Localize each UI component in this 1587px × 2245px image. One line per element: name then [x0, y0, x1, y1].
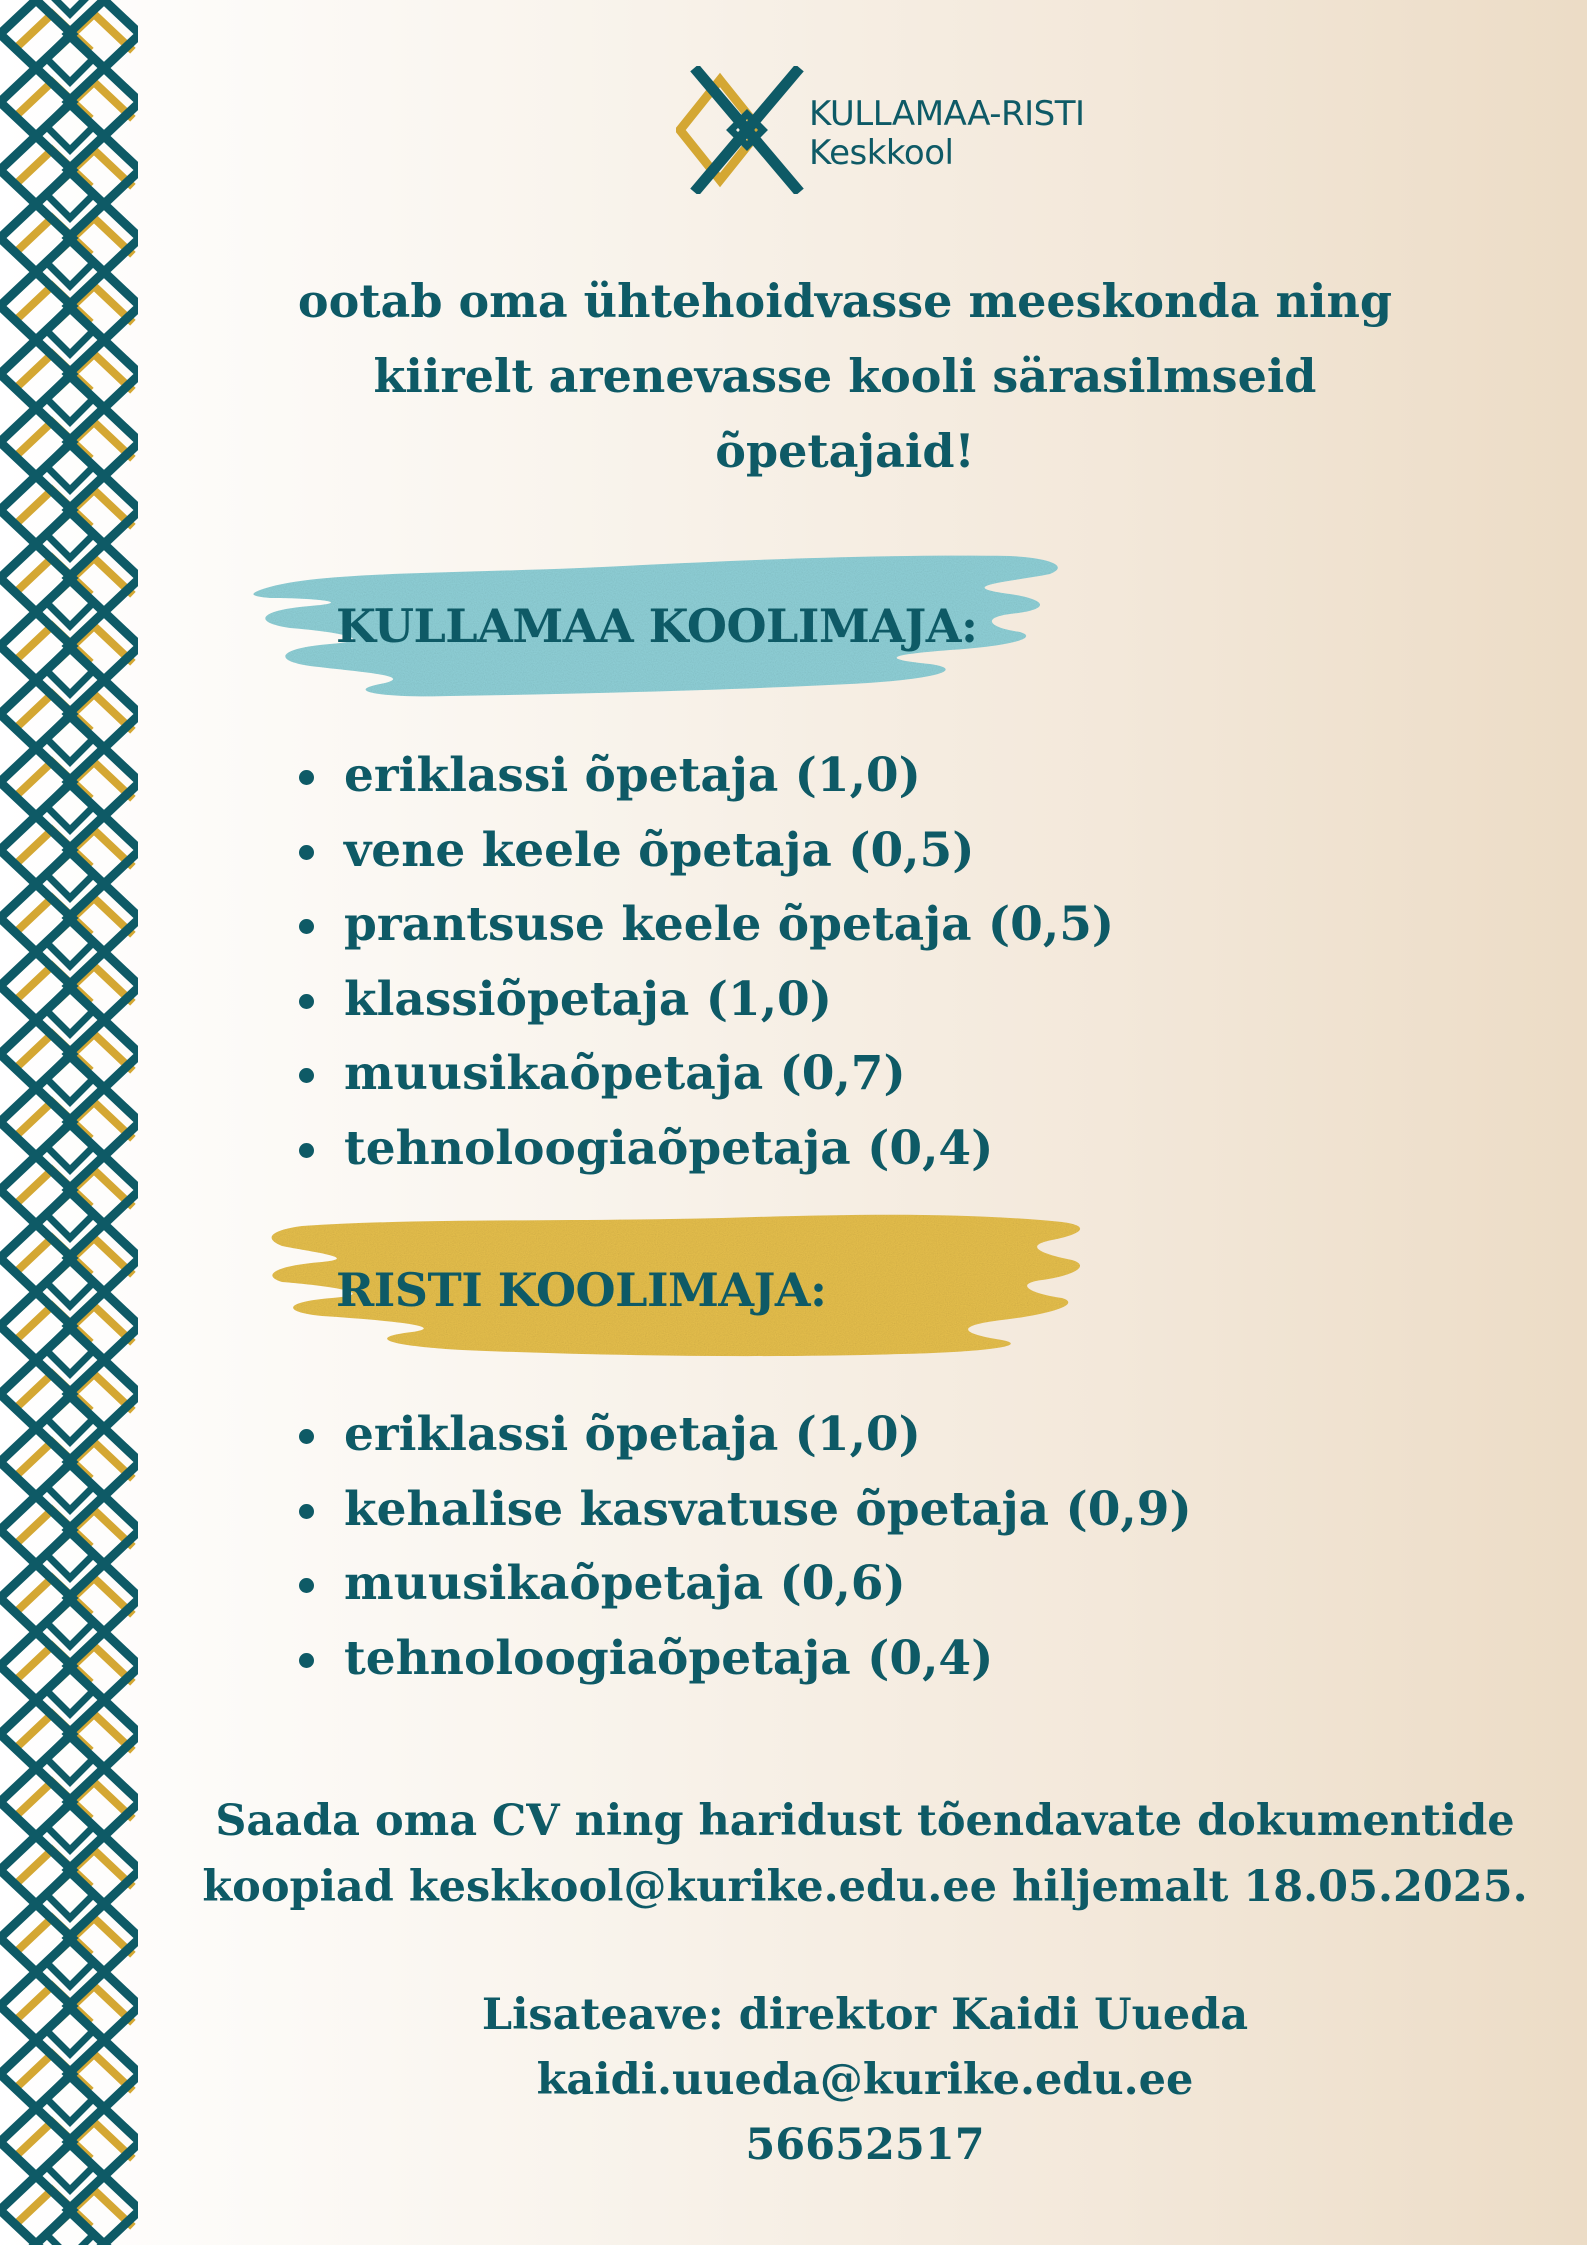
contact-email: kaidi.uueda@kurike.edu.ee: [536, 2055, 1194, 2105]
list-item: muusikaõpetaja (0,6): [290, 1547, 1192, 1622]
intro-heading: [220, 264, 1470, 489]
list-item: vene keele õpetaja (0,5): [290, 814, 1114, 889]
logo-school-name: KULLAMAA-RISTI: [809, 94, 1085, 134]
logo-wordmark: [809, 94, 1085, 172]
decorative-border-pattern: [0, 0, 138, 2245]
list-item: klassiõpetaja (1,0): [290, 963, 1114, 1038]
list-item: eriklassi õpetaja (1,0): [290, 739, 1114, 814]
logo-school-type: Keskkool: [809, 133, 954, 173]
application-line: Saada oma CV ning haridust tõendavate dokumentide: [215, 1796, 1515, 1846]
intro-line: ootab oma ühtehoidvasse meeskonda ning: [297, 274, 1393, 328]
intro-line: õpetajaid!: [715, 424, 975, 478]
contact-phone: 56652517: [745, 2120, 985, 2170]
section-title-risti: RISTI KOOLIMAJA:: [336, 1263, 827, 1317]
list-item: kehalise kasvatuse õpetaja (0,9): [290, 1473, 1192, 1548]
list-item: tehnoloogiaõpetaja (0,4): [290, 1622, 1192, 1697]
list-item: eriklassi õpetaja (1,0): [290, 1398, 1192, 1473]
list-item: muusikaõpetaja (0,7): [290, 1037, 1114, 1112]
school-logo-icon: [676, 66, 806, 194]
application-line: koopiad keskkool@kurike.edu.ee hiljemalt 18.05.2025.: [202, 1862, 1528, 1912]
contact-info: [200, 1983, 1530, 2178]
kullamaa-role-list: [290, 739, 1114, 1186]
application-instructions: [200, 1788, 1530, 1920]
section-title-kullamaa: KULLAMAA KOOLIMAJA:: [336, 599, 978, 653]
list-item: prantsuse keele õpetaja (0,5): [290, 888, 1114, 963]
list-item: tehnoloogiaõpetaja (0,4): [290, 1112, 1114, 1187]
intro-line: kiirelt arenevasse kooli särasilmseid: [373, 349, 1317, 403]
school-logo: [676, 66, 1126, 194]
contact-person: Lisateave: direktor Kaidi Uueda: [481, 1990, 1249, 2040]
risti-role-list: [290, 1398, 1192, 1696]
